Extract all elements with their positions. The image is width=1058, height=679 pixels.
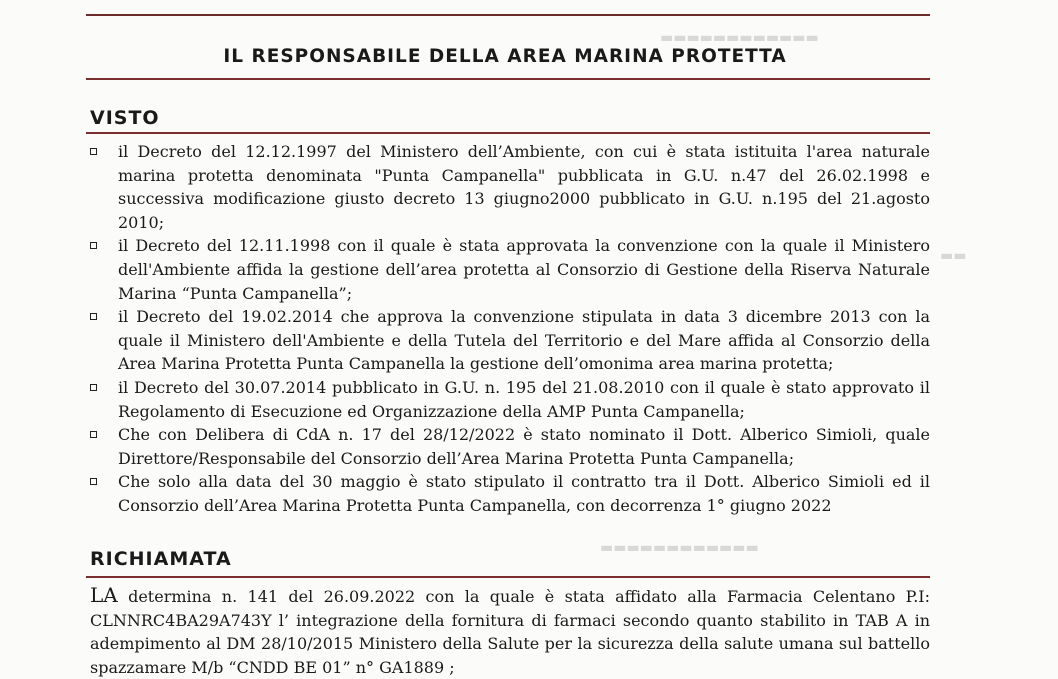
checkbox-bullet-icon	[90, 478, 97, 485]
checkbox-bullet-icon	[90, 431, 97, 438]
checkbox-bullet-icon	[90, 313, 97, 320]
checkbox-bullet-icon	[90, 242, 97, 249]
title-rule	[86, 78, 930, 80]
bleed-through-mark: ▬▬	[940, 248, 967, 264]
list-item: il Decreto del 19.02.2014 che approva la convenzione stipulata in data 3 dicembre 2013 con la quale il Ministero dell'Ambiente e della Tutela del Territorio e del Mare affida al Consorzio della Area Marina Protetta Punta Campanella la gestione dell’omonima area marina protetta;	[90, 305, 930, 376]
checkbox-bullet-icon	[90, 384, 97, 391]
document-title: IL RESPONSABILE DELLA AREA MARINA PROTETTA	[223, 46, 787, 67]
checkbox-bullet-icon	[90, 148, 97, 155]
list-item: il Decreto del 30.07.2014 pubblicato in G.U. n. 195 del 21.08.2010 con il quale è stato approvato il Regolamento di Esecuzione ed Organizzazione della AMP Punta Campanella;	[90, 376, 930, 423]
top-rule	[86, 14, 930, 16]
visto-rule	[86, 132, 930, 134]
paragraph-text: determina n. 141 del 26.09.2022 con la quale è stata affidato alla Farmacia Celentano P.I: CLNNRC4BA29A743Y l’ integrazione della fornitura di farmaci secondo quanto stabilito in TAB A in adempimento al DM 28/10/2015 Ministero della Salute per la sicurezza della salute umana sul battello spazzamare M/b “CNDD BE 01” n° GA1889 ;	[90, 587, 930, 677]
richiamata-heading: RICHIAMATA	[90, 548, 232, 570]
bleed-through-mark: ▬▬▬▬▬▬▬▬▬▬▬▬	[660, 30, 819, 46]
list-item: Che solo alla data del 30 maggio è stato stipulato il contratto tra il Dott. Alberico Simioli ed il Consorzio dell’Area Marina Protetta Punta Campanella, con decorrenza 1° giugno 2022	[90, 470, 930, 517]
visto-heading: VISTO	[90, 107, 160, 129]
bleed-through-mark: ▬▬▬▬▬▬▬▬▬▬▬▬	[600, 540, 759, 556]
list-item: Che con Delibera di CdA n. 17 del 28/12/2022 è stato nominato il Dott. Alberico Simioli, quale Direttore/Responsabile del Consorzio dell’Area Marina Protetta Punta Campanella;	[90, 423, 930, 470]
visto-list	[90, 140, 930, 518]
richiamata-paragraph	[90, 584, 930, 679]
richiamata-rule	[86, 576, 930, 578]
list-item: il Decreto del 12.11.1998 con il quale è stata approvata la convenzione con la quale il Ministero dell'Ambiente affida la gestione dell’area protetta al Consorzio di Gestione della Riserva Naturale Marina “Punta Campanella”;	[90, 234, 930, 305]
paragraph-lead: LA	[90, 583, 118, 607]
list-item: il Decreto del 12.12.1997 del Ministero dell’Ambiente, con cui è stata istituita l'area naturale marina protetta denominata "Punta Campanella" pubblicata in G.U. n.47 del 26.02.1998 e successiva modificazione giusto decreto 13 giugno2000 pubblicato in G.U. n.195 del 21.agosto 2010;	[90, 140, 930, 234]
